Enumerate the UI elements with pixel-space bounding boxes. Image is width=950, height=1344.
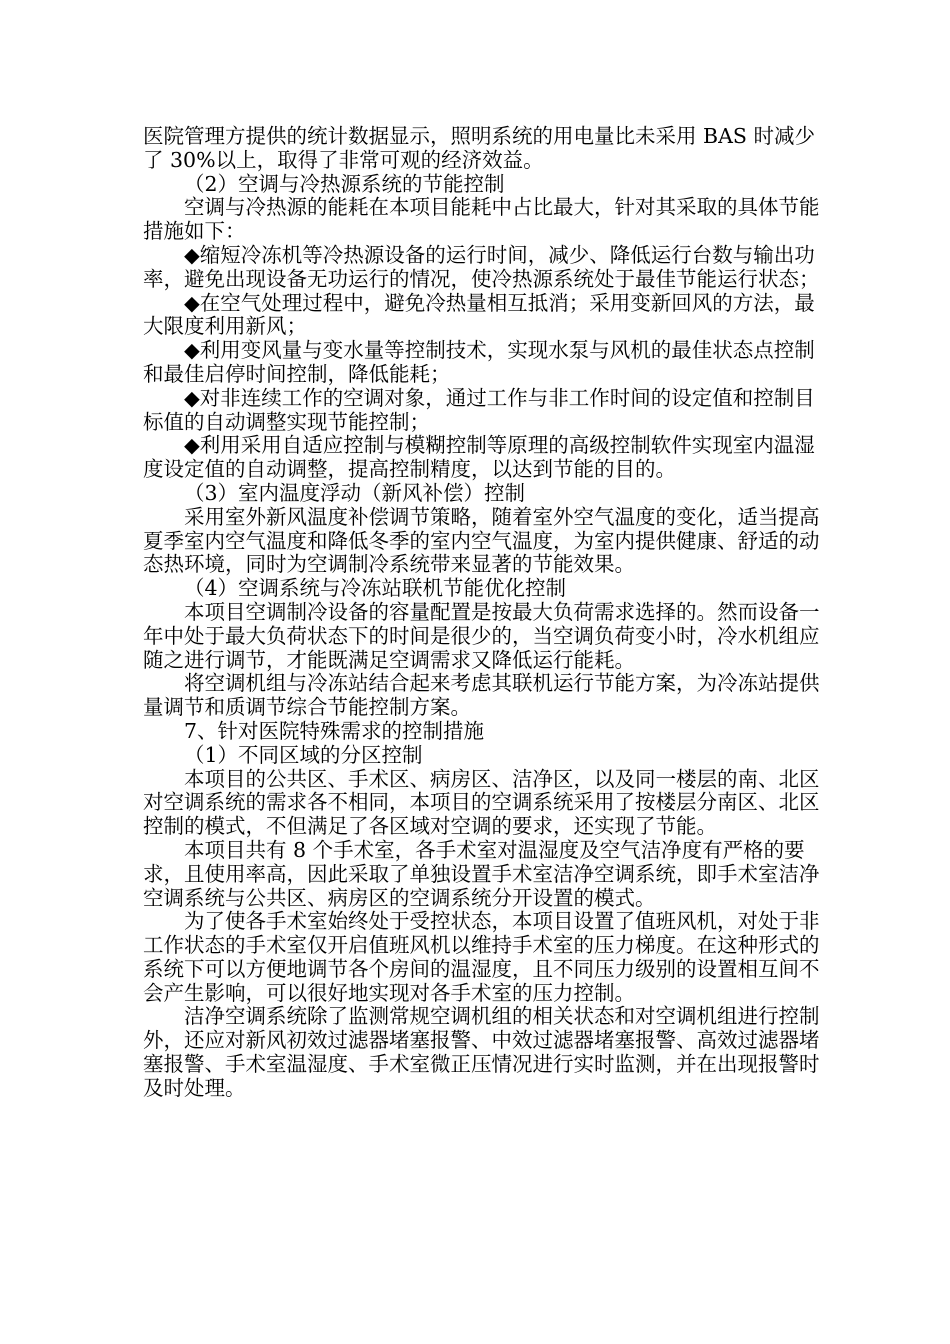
paragraph-bullet-air-handling: ◆在空气处理过程中，避免冷热量相互抵消；采用变新回风的方法，最大限度利用新风； [143, 290, 815, 339]
paragraph-hvac-intro: 空调与冷热源的能耗在本项目能耗中占比最大，针对其采取的具体节能措施如下： [143, 195, 820, 244]
paragraph-chiller-combined: 将空调机组与冷冻站结合起来考虑其联机运行节能方案，为冷冻站提供量调节和质调节综合节能控制方案。 [143, 671, 820, 720]
paragraph-indoor-temp: 采用室外新风温度补偿调节策略，随着室外空气温度的变化，适当提高夏季室内空气温度和降低冬季的室内空气温度，为室内提供健康、舒适的动态热环境，同时为空调制冷系统带来显著的节能效果。 [143, 504, 820, 577]
heading-hvac-energy-control: （2）空调与冷热源系统的节能控制 [184, 171, 505, 196]
paragraph-bullet-setpoint-adjust: ◆对非连续工作的空调对象，通过工作与非工作时间的设定值和控制目标值的自动调整实现节能控制； [143, 385, 815, 434]
paragraph-chiller-capacity: 本项目空调制冷设备的容量配置是按最大负荷需求选择的。然而设备一年中处于最大负荷状态下的时间是很少的，当空调负荷变小时，冷水机组应随之进行调节，才能既满足空调需求又降低运行能耗。 [143, 599, 820, 672]
paragraph-duty-fans: 为了使各手术室始终处于受控状态，本项目设置了值班风机，对处于非工作状态的手术室仅开启值班风机以维持手术室的压力梯度。在这种形式的系统下可以方便地调节各个房间的温湿度，且不同压力级别的设置相互间不会产生影响，可以很好地实现对各手术室的压力控制。 [143, 909, 820, 1005]
paragraph-operating-rooms: 本项目共有 8 个手术室，各手术室对温湿度及空气洁净度有严格的要求，且使用率高，因此采取了单独设置手术室洁净空调系统，即手术室洁净空调系统与公共区、病房区的空调系统分开设置的模式。 [143, 837, 820, 910]
paragraph-zoning-areas: 本项目的公共区、手术区、病房区、洁净区，以及同一楼层的南、北区对空调系统的需求各不相同，本项目的空调系统采用了按楼层分南区、北区控制的模式，不但满足了各区域对空调的要求，还实现了节能。 [143, 766, 820, 839]
paragraph-clean-air-monitoring: 洁净空调系统除了监测常规空调机组的相关状态和对空调机组进行控制外，还应对新风初效过滤器堵塞报警、中效过滤器堵塞报警、高效过滤器堵塞报警、手术室温湿度、手术室微正压情况进行实时监测，并在出现报警时及时处理。 [143, 1004, 820, 1100]
paragraph-bullet-chiller-runtime: ◆缩短冷冻机等冷热源设备的运行时间，减少、降低运行台数与输出功率，避免出现设备无功运行的情况，使冷热源系统处于最佳节能运行状态； [143, 242, 820, 291]
heading-hospital-special-needs: 7、针对医院特殊需求的控制措施 [184, 718, 485, 743]
document-body [143, 125, 827, 1101]
heading-zoning-control: （1）不同区域的分区控制 [184, 742, 423, 767]
heading-chiller-linkage: （4）空调系统与冷冻站联机节能优化控制 [184, 576, 567, 601]
paragraph-bullet-variable-flow: ◆利用变风量与变水量等控制技术，实现水泵与风机的最佳状态点控制和最佳启停时间控制，降低能耗； [143, 338, 815, 386]
heading-indoor-temp-float: （3）室内温度浮动（新风补偿）控制 [184, 480, 526, 505]
paragraph-lighting-result: 医院管理方提供的统计数据显示，照明系统的用电量比未采用 BAS 时减少了 30%以上，取得了非常可观的经济效益。 [143, 124, 815, 172]
paragraph-bullet-adaptive-control: ◆利用采用自适应控制与模糊控制等原理的高级控制软件实现室内温湿度设定值的自动调整，提高控制精度，以达到节能的目的。 [143, 433, 815, 482]
